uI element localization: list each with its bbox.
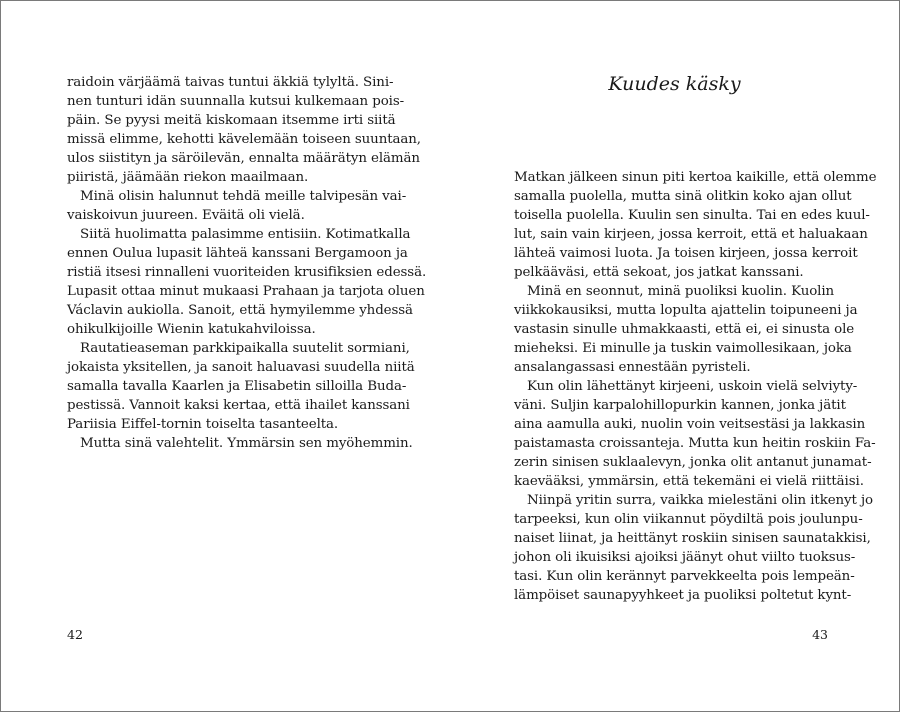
text-line: ulos siistityn ja säröilevän, ennalta määrätyn elämän [67, 151, 420, 166]
text-line: Václavin aukiolla. Sanoit, että hymyilemme yhdessä [67, 303, 413, 318]
text-line: raidoin värjäämä taivas tuntui äkkiä tylyltä. Sini- [67, 75, 394, 90]
text-line: kaevääksi, ymmärsin, että tekemäni ei vielä riittäisi. [514, 474, 864, 489]
text-line: naiset liinat, ja heittänyt roskiin sinisen saunatakkisi, [514, 531, 871, 546]
text-line: pelkääväsi, että sekoat, jos jatkat kanssani. [514, 265, 804, 280]
text-line: lämpöiset saunapyyhkeet ja puoliksi poltetut kynt- [514, 588, 852, 603]
text-line: Lupasit ottaa minut mukaasi Prahaan ja tarjota oluen [67, 284, 425, 299]
text-line: Minä olisin halunnut tehdä meille talvipesän vai- [80, 189, 407, 204]
right-page [450, 1, 899, 711]
text-line: ennen Oulua lupasit lähteä kanssani Bergamoon ja [67, 246, 408, 261]
text-line: piiristä, jäämään riekon maailmaan. [67, 170, 309, 185]
text-line: samalla puolella, mutta sinä olitkin koko ajan ollut [514, 189, 852, 204]
text-line: ohikulkijoille Wienin katukahviloissa. [67, 322, 316, 337]
text-line: missä elimme, kehotti kävelemään toiseen suuntaan, [67, 132, 421, 147]
text-line: vastasin sinulle uhmakkaasti, että ei, ei sinusta ole [514, 322, 855, 337]
text-line: zerin sinisen suklaalevyn, jonka olit antanut junamat- [514, 455, 872, 470]
text-line: Pariisia Eiffel-tornin toiselta tasanteelta. [67, 417, 339, 432]
left-page-number: 42 [67, 627, 83, 642]
right-page-text [514, 168, 877, 605]
text-line: väni. Suljin karpalohillopurkin kannen, jonka jätit [514, 398, 846, 413]
text-line: jokaista yksitellen, ja sanoit haluavasi suudella niitä [67, 360, 415, 375]
text-line: lähteä vaimosi luota. Ja toisen kirjeen, jossa kerroit [514, 246, 858, 261]
text-line: Minä en seonnut, minä puoliksi kuolin. Kuolin [527, 284, 835, 299]
text-line: päin. Se pyysi meitä kiskomaan itsemme irti siitä [67, 113, 396, 128]
text-line: Niinpä yritin surra, vaikka mielestäni olin itkenyt jo [527, 493, 873, 508]
text-line: ansalangassasi ennestään pyristeli. [514, 360, 751, 375]
text-line: viikkokausiksi, mutta lopulta ajattelin toipuneeni ja [514, 303, 858, 318]
text-line: tasi. Kun olin kerännyt parvekkeelta pois lempeän- [514, 569, 855, 584]
text-line: johon oli ikuisiksi ajoiksi jäänyt ohut viilto tuoksus- [514, 550, 856, 565]
left-page-text [67, 73, 427, 453]
text-line: pestissä. Vannoit kaksi kertaa, että ihailet kanssani [67, 398, 410, 413]
text-line: lut, sain vain kirjeen, jossa kerroit, että et haluakaan [514, 227, 868, 242]
text-line: nen tunturi idän suunnalla kutsui kulkemaan pois- [67, 94, 405, 109]
left-page [1, 1, 450, 711]
chapter-title: Kuudes käsky [608, 73, 741, 95]
text-line: ristiä itsesi rinnalleni vuoriteiden krusifiksien edessä. [67, 265, 427, 280]
text-line: Kun olin lähettänyt kirjeeni, uskoin vielä selviyty- [527, 379, 858, 394]
right-page-number: 43 [812, 627, 828, 642]
text-line: mieheksi. Ei minulle ja tuskin vaimollesikaan, joka [514, 341, 852, 356]
text-line: samalla tavalla Kaarlen ja Elisabetin silloilla Buda- [67, 379, 407, 394]
text-line: toisella puolella. Kuulin sen sinulta. Tai en edes kuul- [514, 208, 870, 223]
text-line: paistamasta croissanteja. Mutta kun heitin roskiin Fa- [514, 436, 876, 451]
text-line: Siitä huolimatta palasimme entisiin. Kotimatkalla [80, 227, 411, 242]
text-line: Mutta sinä valehtelit. Ymmärsin sen myöhemmin. [80, 436, 413, 451]
text-line: vaiskoivun juureen. Eväitä oli vielä. [67, 208, 305, 223]
text-line: tarpeeksi, kun olin viikannut pöydiltä pois joulunpu- [514, 512, 863, 527]
text-line: aina aamulla auki, nuolin voin veitsestäsi ja lakkasin [514, 417, 866, 432]
text-line: Matkan jälkeen sinun piti kertoa kaikille, että olemme [514, 170, 877, 185]
text-line: Rautatieaseman parkkipaikalla suutelit sormiani, [80, 341, 410, 356]
